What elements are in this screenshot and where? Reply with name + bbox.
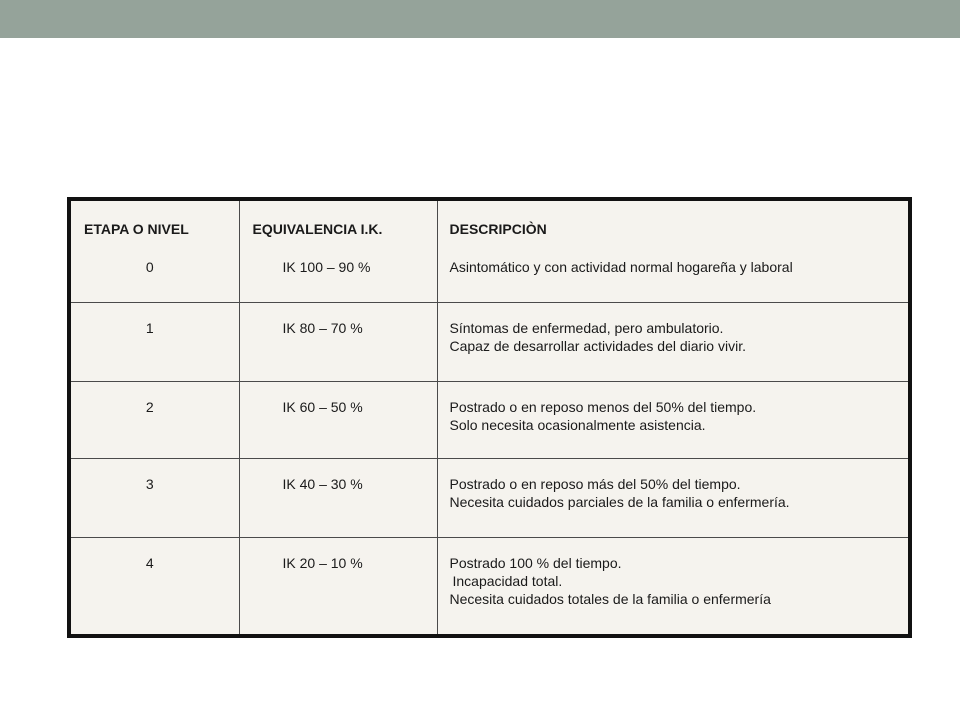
slide-top-bar	[0, 0, 960, 38]
ik-cell: IK 80 – 70 %	[239, 302, 437, 381]
description-line: Necesita cuidados totales de la familia o enfermería	[449, 590, 771, 607]
stage-cell: 0	[145, 259, 154, 275]
description-line: Capaz de desarrollar actividades del diario vivir.	[449, 337, 746, 354]
description-line: Asintomático y con actividad normal hogareña y laboral	[449, 259, 793, 275]
description-line: Postrado o en reposo más del 50% del tiempo.	[449, 475, 741, 492]
ik-cell: IK 100 – 90 %	[239, 242, 437, 302]
description-cell	[437, 381, 908, 458]
stage-cell: 3	[71, 458, 239, 537]
header-description: DESCRIPCIÒN	[437, 201, 908, 242]
stage-cell: 1	[71, 302, 239, 381]
stage-cell: 2	[71, 381, 239, 458]
header-row	[71, 201, 908, 242]
description-cell	[437, 242, 908, 302]
table-row	[71, 458, 908, 537]
description-cell	[437, 537, 908, 634]
table-row	[71, 537, 908, 634]
ik-cell: IK 40 – 30 %	[239, 458, 437, 537]
header-equivalence: EQUIVALENCIA I.K.	[239, 201, 437, 242]
table-row	[71, 242, 908, 302]
stage-cell: 4	[71, 537, 239, 634]
ik-cell: IK 20 – 10 %	[239, 537, 437, 634]
description-line: Postrado o en reposo menos del 50% del tiempo.	[449, 398, 757, 415]
description-cell	[437, 458, 908, 537]
description-line: Necesita cuidados parciales de la familia o enfermería.	[449, 493, 790, 510]
table-row	[71, 381, 908, 458]
description-cell	[437, 302, 908, 381]
header-stage: ETAPA O NIVEL	[84, 221, 189, 237]
description-line: Solo necesita ocasionalmente asistencia.	[449, 416, 706, 433]
table-row	[71, 302, 908, 381]
stage-table-frame	[67, 197, 912, 638]
description-line: Síntomas de enfermedad, pero ambulatorio.	[449, 319, 724, 336]
description-line: Incapacidad total.	[452, 572, 563, 589]
description-line: Postrado 100 % del tiempo.	[449, 554, 622, 571]
stage-table	[71, 201, 908, 634]
ik-cell: IK 60 – 50 %	[239, 381, 437, 458]
